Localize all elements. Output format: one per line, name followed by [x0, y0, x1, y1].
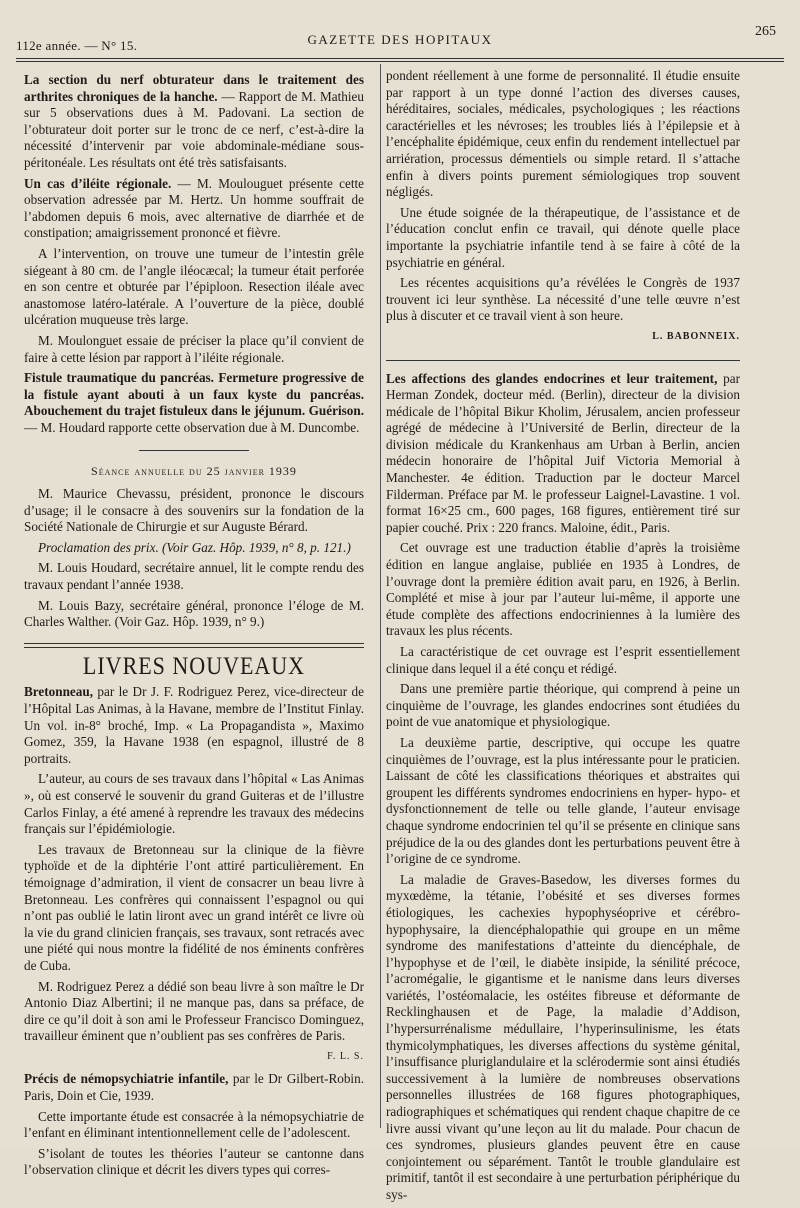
- article-ileite: [24, 176, 364, 242]
- header-rule-2: [16, 61, 784, 62]
- article-title: Un cas d’iléite régionale.: [24, 175, 172, 191]
- paragraph: Une étude soignée de la thérapeutique, de l’assistance et de l’éducation conclut enfin ce travail, qui dénote quelle place importante la psychiatrie infantile tend à se faire à côté de la psychiatrie en général.: [386, 204, 740, 270]
- page-number: 265: [755, 24, 776, 39]
- article-title: Fistule traumatique du pancréas. Fermeture progressive de la fistule ayant abouti à un faux kyste du pancréas. Abouchement du trajet fistuleux dans le jéjunum. Guérison.: [24, 370, 364, 419]
- header-rule: [16, 58, 784, 59]
- section-rule: [386, 360, 740, 361]
- right-column: [386, 68, 740, 1208]
- paragraph: Cette importante étude est consacrée à la némopsychiatrie de l’enfant en éliminant intentionnellement celle de l’adolescent.: [24, 1108, 364, 1141]
- page-header: [16, 24, 784, 52]
- book-reference: par le Dr Gilbert-Robin. Paris, Doin et Cie, 1939.: [24, 1071, 364, 1104]
- book-title: Bretonneau,: [24, 684, 93, 700]
- paragraph: Les récentes acquisitions qu’a révélées le Congrès de 1937 trouvent ici leur synthèse. La nécessité d’une telle œuvre n’est plus à discuter et ce travail vient à son heure.: [386, 275, 740, 324]
- paragraph: La deuxième partie, descriptive, qui occupe les quatre cinquièmes de l’ouvrage, est la plus intéressante pour le praticien. Laissant de côté les classifications théoriques et abstraites qui groupent les différents syndromes endocriniens en hyper- hypo- et dysfonctionnement de telle ou telle glande, l’auteur envisage chaque syndrome endocrinien tel qu’il se présente en clinique sans préjudice de la ou des glandes dont les perturbations peuvent être à l’origine de ce syndrome.: [386, 734, 740, 867]
- paragraph: S’isolant de toutes les théories l’auteur se cantonne dans l’observation clinique et décrit les divers types qui corres-: [24, 1145, 364, 1178]
- paragraph: M. Louis Houdard, secrétaire annuel, lit le compte rendu des travaux pendant l’année 1938.: [24, 560, 364, 593]
- book-title: Les affections des glandes endocrines et leur traitement,: [386, 370, 718, 386]
- article-body: — M. Houdard rapporte cette observation due à M. Duncombe.: [24, 419, 360, 435]
- article-title: La section du nerf obturateur dans le traitement des arthrites chroniques de la hanche.: [24, 72, 364, 104]
- article-body: — Rapport de M. Mathieu sur 5 observations dues à M. Padovani. La section de l’obturateur doit porter sur le tronc de ce nerf, c’est-à-dire la nécessité d’intervenir par voie abdominale-médiane sous-péritonéale. Les résultats ont été très satisfaisants.: [24, 88, 364, 170]
- journal-title: GAZETTE DES HOPITAUX: [307, 32, 493, 47]
- book-reference: par Herman Zondek, docteur méd. (Berlin), directeur de la division médicale de l’hôpital Bikur Kholim, Jérusalem, ancien professeur agrégé de médecine à l’Université de Berlin, directeur de la division médicale du Krankenhaus am Urban à Berlin, ancien médecin honoraire de l’hôpital Juif Victoria Memorial à Manchester. 4e édition. Traduction par le docteur Marcel Filderman. Préface par M. le professeur Laignel-Lavastine. 1 vol. format 16×25 cm., 600 pages, 168 figures, entièrement tiré sur papier couché. Prix : 220 francs. Maloine, édit., Paris.: [386, 370, 740, 535]
- paragraph: pondent réellement à une forme de personnalité. Il étudie ensuite par rapport à un type donné l’action des diverses causes, héréditaires, sociales, médicales, psychologiques ; les réactions caractérielles et les névroses; les troubles liés à l’épilepsie et à l’encéphalite épidémique, ceux enfin du rendement intellectuel par arriération, processus démentiels ou simple retard. Il s’attache enfin à divers points purement sémiologiques trop souvent négligés.: [386, 68, 740, 200]
- seance-heading: Séance annuelle du 25 janvier 1939: [91, 464, 297, 479]
- paragraph: M. Louis Bazy, secrétaire général, prononce l’éloge de M. Charles Walther. (Voir Gaz. Hôp. 1939, n° 9.): [24, 597, 364, 630]
- paragraph: M. Rodriguez Perez a dédié son beau livre à son maître le Dr Antonio Diaz Albertini; il ne manque pas, dans sa préface, de dire ce qu’il doit à son ami le Professeur Francisco Dominguez, travailleur éminent que n’oublient pas ses confrères de Paris.: [24, 978, 364, 1044]
- paragraph: A l’intervention, on trouve une tumeur de l’intestin grêle siégeant à 80 cm. de l’angle iléocæcal; la tumeur était perforée en son centre et obturée par l’épiploon. Resection iléale avec anastomose latéro-latérale. A l’ouverture de la pièce, doublé ulcération muqueuse très large.: [24, 245, 364, 328]
- paragraph: La caractéristique de cet ouvrage est l’esprit essentiellement clinique dans lequel il a été conçu et rédigé.: [386, 644, 740, 676]
- section-heading: LIVRES NOUVEAUX: [82, 650, 306, 680]
- left-column: [24, 72, 364, 1183]
- section-rule: [139, 450, 249, 451]
- book-bretonneau: [24, 684, 364, 767]
- book-reference: par le Dr J. F. Rodriguez Perez, vice-directeur de l’Hôpital Las Animas, à la Havane, membre de l’Institut Finlay. Un vol. in-8° broché, Imp. « La Propagandista », Maximo Gomez, 359, la Havane 1938 (en espagnol, illustré de 8 portraits.: [24, 684, 365, 766]
- paragraph: L’auteur, au cours de ses travaux dans l’hôpital « Las Animas », où est conservé le souvenir du grand Guiteras et de l’illustre Carlos Finlay, a été amené à reprendre les travaux des médecins français sur l’épidémiologie.: [24, 771, 364, 837]
- paragraph: La maladie de Graves-Basedow, les diverses formes du myxœdème, la tétanie, l’obésité et ses diverses formes étiologiques, les cachexies hypophyséoprive et cérébro-hypophysaire, la diencéphalopathie qui groupe en un même syndrome des manifestations d’atteinte du diencéphale, de l’hypophyse et de l’œil, le diabète insipide, la sénilité précoce, l’acromégalie, le gigantisme et le nanisme dans leurs diverses variétés, l’ostéomalacie, les ostéites fibreuse et déformante de Recklinghausen et de Page, la maladie d’Addison, l’hypersurrénalisme médullaire, l’hyperinsulinisme, les états thymicolymphatiques, les diverses affections du système génital, l’insuffisance pluriglandulaire et la sclérodermie sont ainsi étudiés successivement à la lumière de nombreuses observations personnelles illustrées de 168 figures photographiques, radiographiques et schématiques qui rendent chaque chapitre de ce livre aussi vivant qu’une leçon au lit du malade. Pour chacun de ces syndromes, plusieurs glandes peuvent être en cause conjointement ou séparément. Tantôt le trouble glandulaire est primitif, tantôt il est secondaire à une perturbation périphérique du sys-: [386, 871, 740, 1202]
- paragraph: Les travaux de Bretonneau sur la clinique de la fièvre typhoïde et de la diphtérie l’ont attiré particulièrement. En témoignage d’admiration, il vient de consacrer un beau livre à Bretonneau. Les confrères qui connaissent l’espagnol ou qui n’ont pas oublié le latin liront avec un grand intérêt ce livre où la vie du grand clinicien français, ses travaux, sont retracés avec une piété qui nous montre la fidélité de nos éminents confrères de Cuba.: [24, 841, 364, 973]
- article-fistule: [24, 370, 364, 436]
- paragraph: Proclamation des prix. (Voir Gaz. Hôp. 1939, n° 8, p. 121.): [38, 539, 351, 555]
- issue-number: 112e année. — N° 15.: [16, 38, 138, 53]
- column-divider: [380, 64, 381, 1128]
- book-endocrines: [386, 371, 740, 537]
- book-title: Précis de némopsychiatrie infantile,: [24, 1071, 229, 1087]
- paragraph: Cet ouvrage est une traduction établie d’après la troisième édition en langue anglaise, publiée en 1935 à Londres, de l’ouvrage dont la première édition avait paru, en 1926, à Berlin. Complété et mise à jour par l’auteur lui-même, il apporte une étude complète des affections endocriniennes à la lumière des travaux les plus récents.: [386, 540, 740, 639]
- paragraph: Dans une première partie théorique, qui comprend à peine un cinquième de l’ouvrage, les glandes endocrines sont étudiées du point de vue anatomique et physiologique.: [386, 681, 740, 730]
- signature: F. L. S.: [327, 1050, 364, 1062]
- paragraph: M. Maurice Chevassu, président, prononce le discours d’usage; il le consacre à des souvenirs sur la fondation de la Société Nationale de Chirurgie et sur Auguste Bérard.: [24, 486, 364, 535]
- article-body: — M. Moulouguet présente cette observation adressée par M. Hertz. Un homme souffrait de l’abdomen depuis 6 mois, avec alternative de diarrhée et de constipation; amaigrissement prononcé et fièvre.: [24, 175, 364, 241]
- article-obturateur: [24, 72, 364, 172]
- signature: L. BABONNEIX.: [652, 330, 740, 342]
- book-precis: [24, 1071, 364, 1104]
- paragraph: M. Moulonguet essaie de préciser la place qu’il convient de faire à cette lésion par rapport à l’iléite régionale.: [24, 332, 364, 365]
- double-rule: [24, 643, 364, 648]
